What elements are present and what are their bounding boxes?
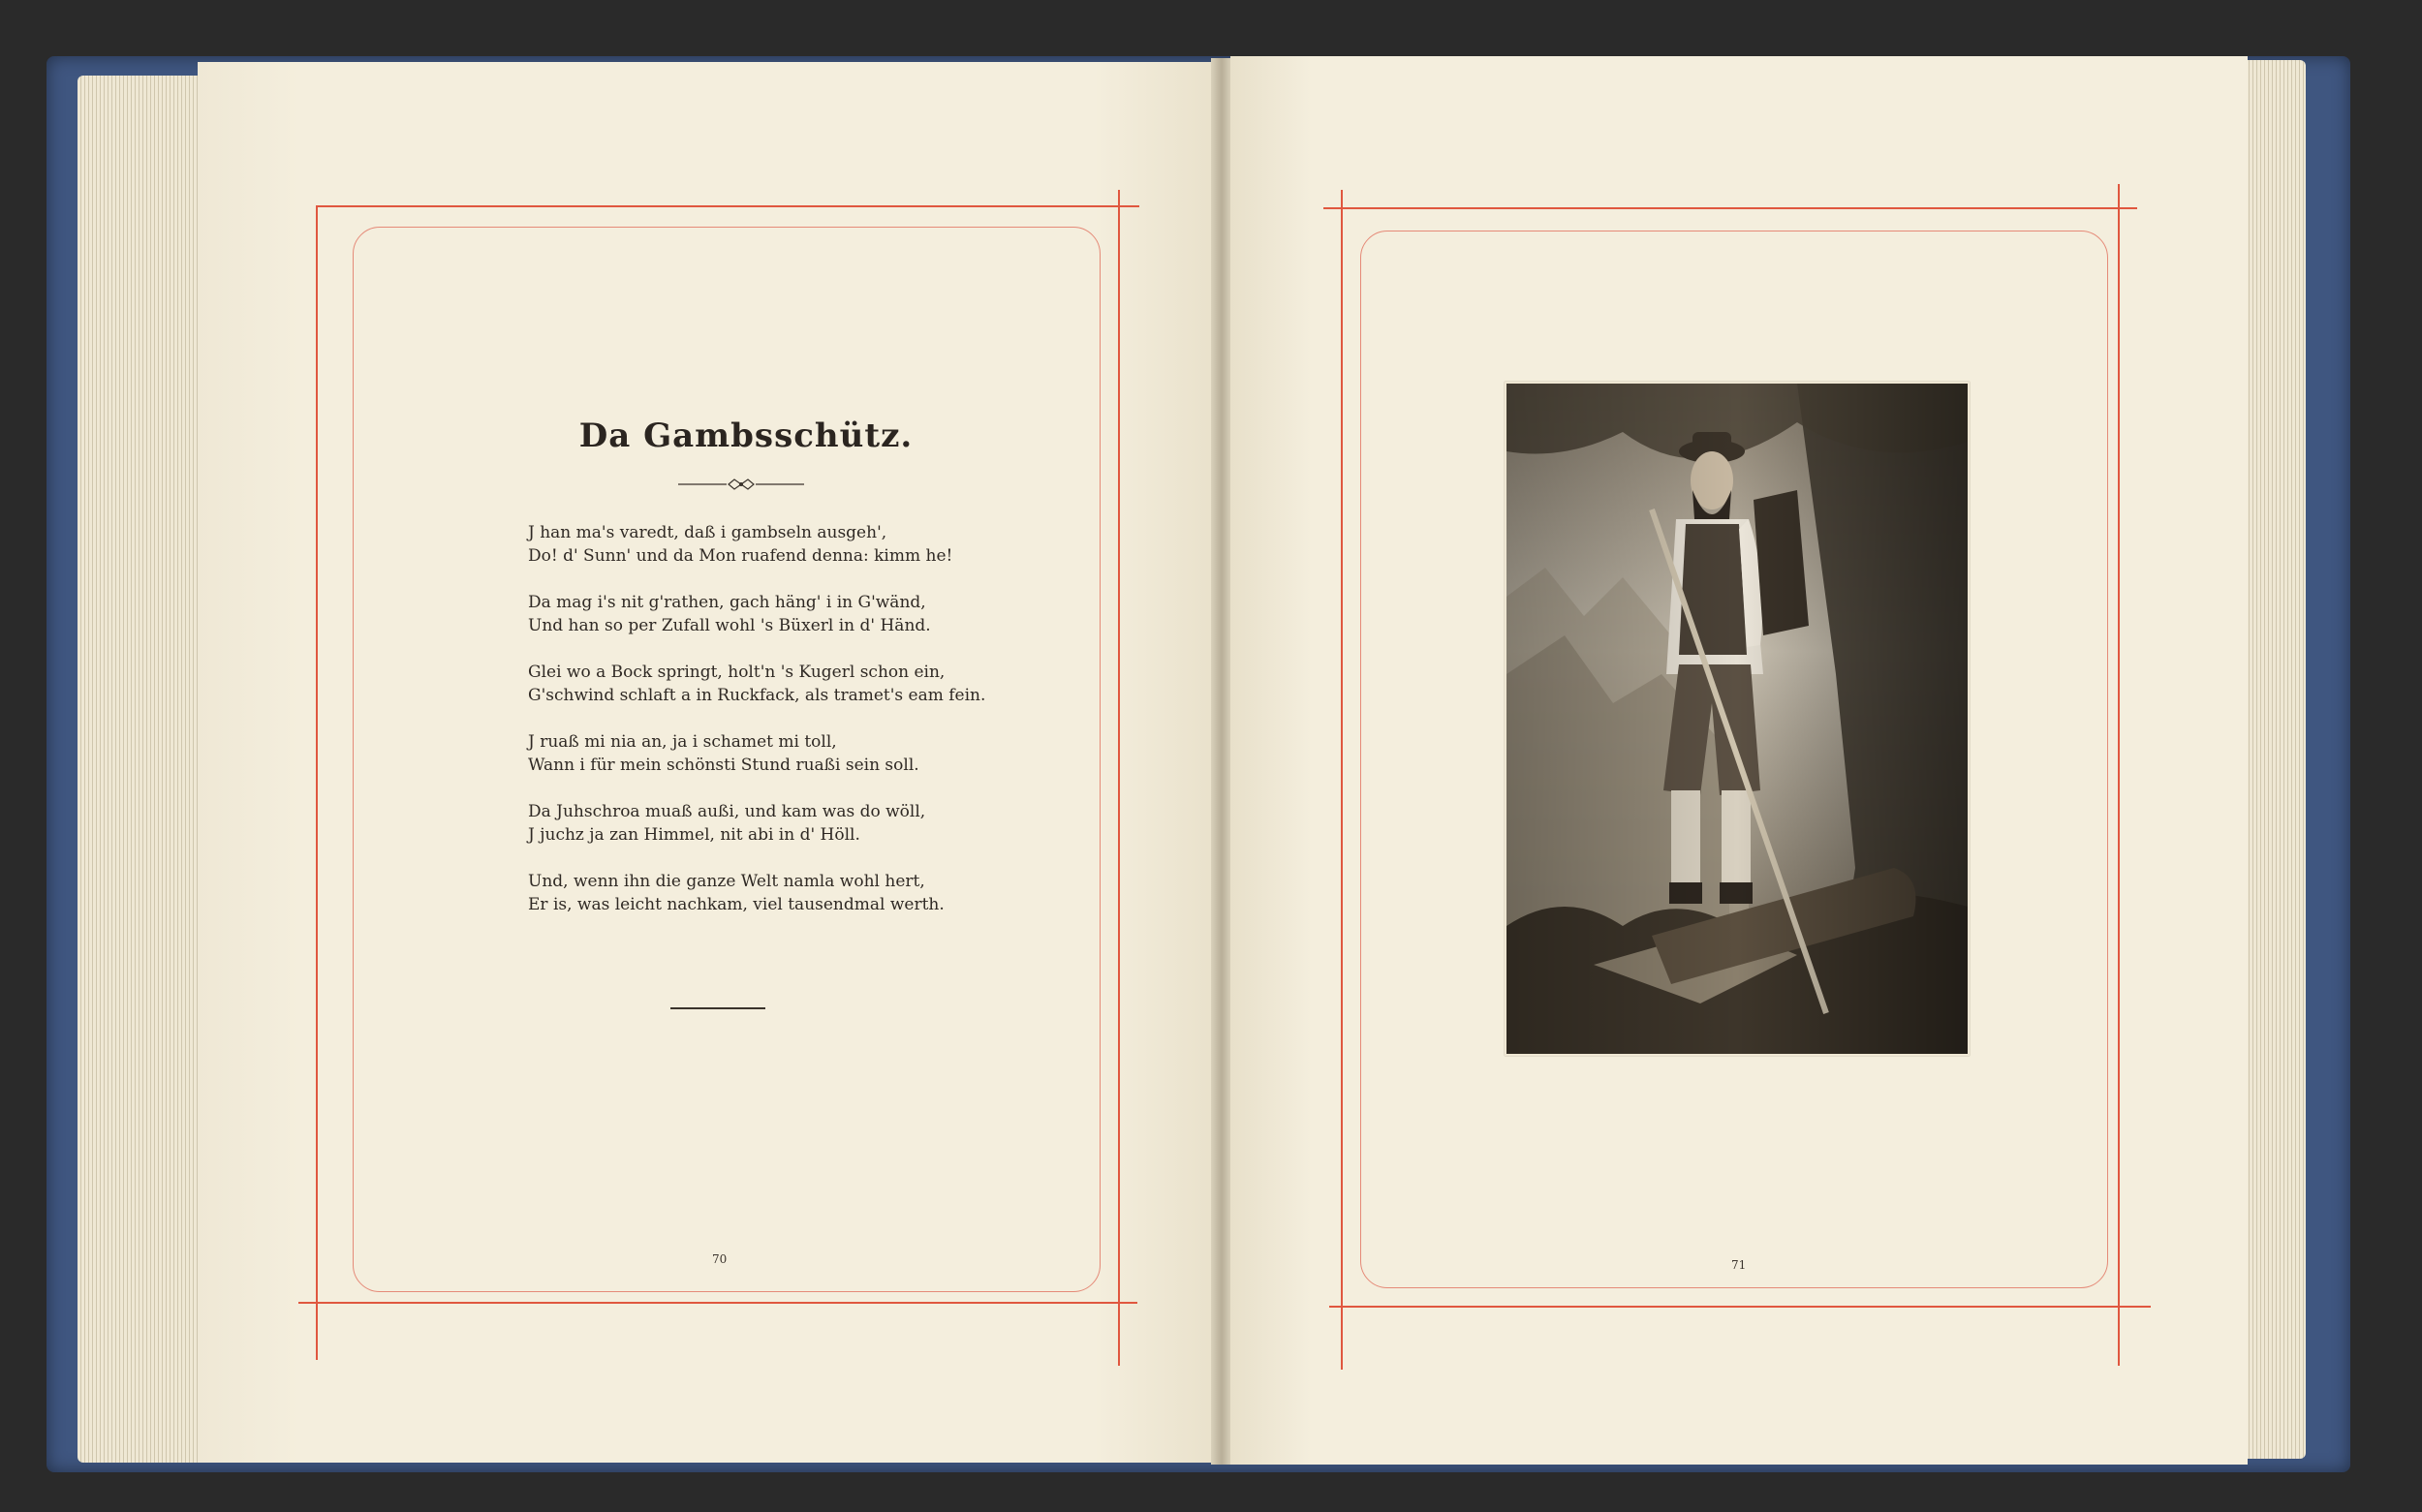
- poem-line: Und han so per Zufall wohl 's Büxerl in d' Händ.: [528, 616, 931, 635]
- poem-line: G'schwind schlaft a in Ruckfack, als tramet's eam fein.: [528, 686, 986, 705]
- frame-line: [1341, 190, 1343, 1370]
- frame-line: [1329, 1306, 2151, 1308]
- stanza: [528, 870, 954, 916]
- poem-line: Do! d' Sunn' und da Mon ruafend denna: kimm he!: [528, 546, 953, 566]
- alpine-hunter-photo: [1505, 382, 1970, 1056]
- poem-title: Da Gambsschütz.: [578, 417, 914, 455]
- poem-line: Da Juhschroa muaß außi, und kam was do wöll,: [528, 802, 926, 821]
- frame-line: [316, 205, 318, 1360]
- poem-line: Da mag i's nit g'rathen, gach häng' i in G'wänd,: [528, 593, 926, 612]
- stanza: [528, 730, 954, 777]
- ornament-icon: [678, 475, 804, 494]
- page-edges-left: [78, 76, 198, 1463]
- stanza: [528, 591, 954, 637]
- frame-line: [2118, 184, 2120, 1366]
- poem-line: Wann i für mein schönsti Stund ruaßi sein soll.: [528, 756, 919, 775]
- stanza: [528, 800, 954, 847]
- end-rule: [670, 1007, 765, 1009]
- page-edges-right: [2246, 60, 2306, 1459]
- frame-line: [1118, 190, 1120, 1366]
- book-gutter: [1211, 58, 1232, 1465]
- poem-line: Und, wenn ihn die ganze Welt namla wohl hert,: [528, 872, 925, 891]
- stanza: [528, 661, 986, 707]
- poem-line: Er is, was leicht nachkam, viel tausendmal werth.: [528, 895, 945, 914]
- poem-line: J ruaß mi nia an, ja i schamet mi toll,: [528, 732, 837, 752]
- poem-line: J juchz ja zan Himmel, nit abi in d' Höll.: [528, 825, 860, 845]
- page-number-right: 71: [1731, 1258, 1747, 1272]
- photo-icon: [1506, 384, 1968, 1054]
- poem-line: Glei wo a Bock springt, holt'n 's Kugerl schon ein,: [528, 663, 946, 682]
- stanza: [528, 521, 954, 568]
- frame-line: [1323, 207, 2137, 209]
- page-number-left: 70: [712, 1252, 728, 1266]
- frame-line: [298, 1302, 1137, 1304]
- poem-line: J han ma's varedt, daß i gambseln ausgeh',: [528, 523, 887, 542]
- poem-body: [528, 521, 986, 940]
- frame-line: [316, 205, 1139, 207]
